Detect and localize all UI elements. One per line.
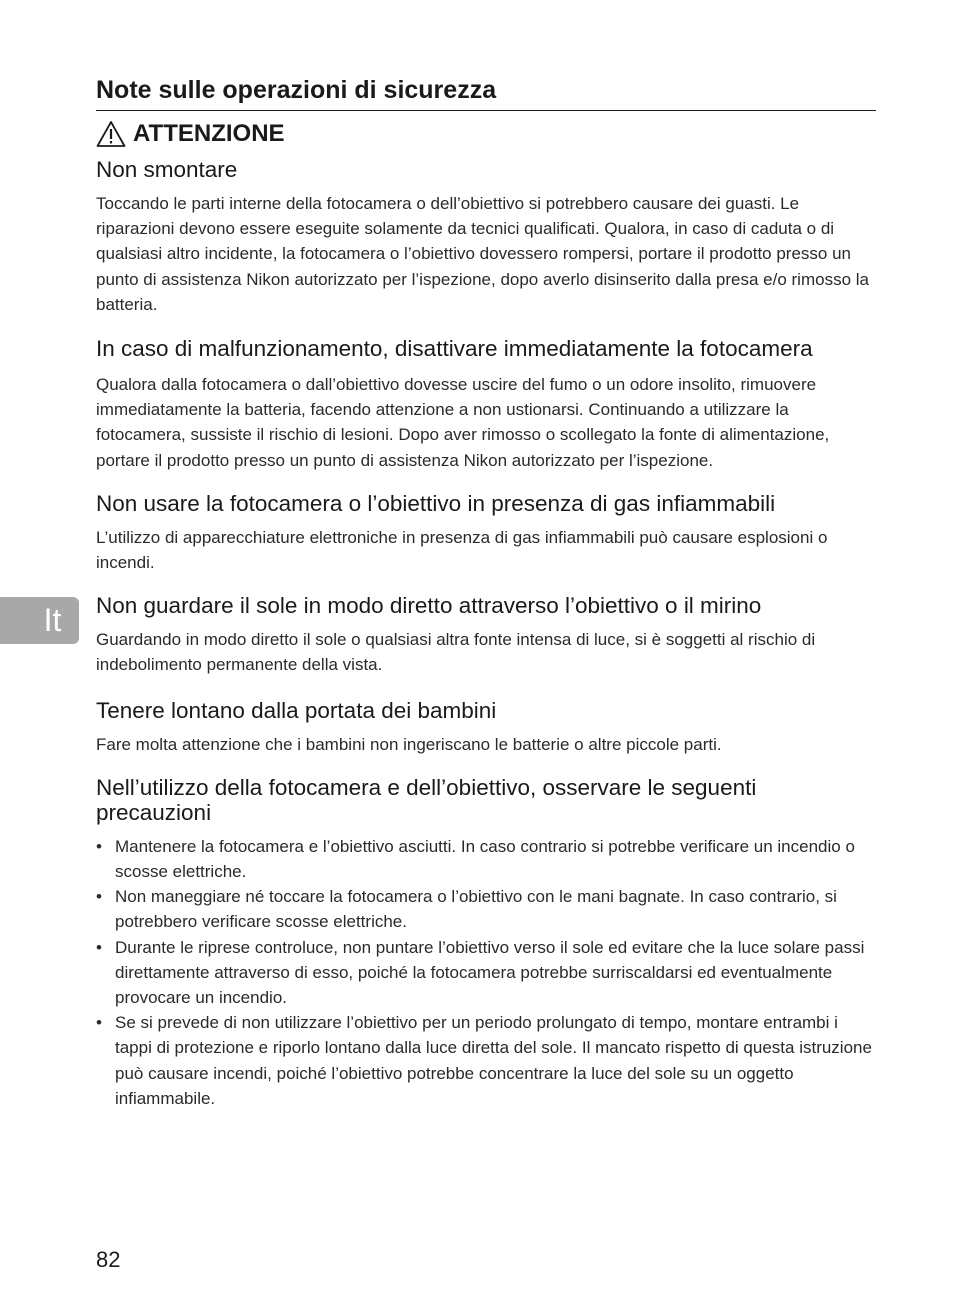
list-item: • Non maneggiare né toccare la fotocamera o l’obiettivo con le mani bagnate. In caso contrario, si potrebbero verificare scosse elettriche. xyxy=(96,887,837,932)
section-body: Toccando le parti interne della fotocamera o dell’obiettivo si potrebbero causare dei guasti. Le riparazioni devono essere eseguite solamente da tecnici qualificati. Qualora, in caso di caduta o di qualsiasi altro incidente, la fotocamera o l’obiettivo dovessero rompersi, portare il prodotto presso un punto di assistenza Nikon autorizzato per l’ispezione, dopo averlo disinserito dalla presa e/o rimosso la batteria. xyxy=(96,194,869,314)
page-number: 82 xyxy=(96,1247,121,1272)
warning-triangle-icon xyxy=(96,120,126,148)
section-bambini xyxy=(96,698,876,757)
section-malfunzionamento xyxy=(96,336,876,473)
list-item: • Se si prevede di non utilizzare l’obiettivo per un periodo prolungato di tempo, montare entrambi i tappi di protezione e riporlo lontano dalla luce diretta del sole. Il mancato rispetto di questa istruzione può causare incendi, poiché l’obiettivo potrebbe concentrare la luce del sole su un oggetto infiammabile. xyxy=(96,1013,872,1108)
section-precauzioni xyxy=(96,775,876,1111)
language-tab: It xyxy=(0,597,79,644)
section-body: L’utilizzo di apparecchiature elettroniche in presenza di gas infiammabili può causare esplosioni o incendi. xyxy=(96,527,828,573)
section-heading: Non smontare xyxy=(96,157,238,182)
section-body: Guardando in modo diretto il sole o qualsiasi altra fonte intensa di luce, si è soggetti al rischio di indebolimento permanente della vista. xyxy=(96,630,816,675)
section-heading: In caso di malfunzionamento, disattivare immediatamente la fotocamera xyxy=(96,336,813,362)
list-item: • Durante le riprese controluce, non puntare l’obiettivo verso il sole ed evitare che la luce solare passi direttamente attraverso di esso, poiché la fotocamera potrebbe surriscaldarsi ed eventualmente provocare un incendio. xyxy=(96,937,865,1008)
section-heading: Tenere lontano dalla portata dei bambini xyxy=(96,697,497,723)
page-title: Note sulle operazioni di sicurezza xyxy=(96,74,876,111)
section-heading: Non guardare il sole in modo diretto attraverso l’obiettivo o il mirino xyxy=(96,593,762,619)
section-gas-infiammabili xyxy=(96,491,876,575)
section-heading: Nell’utilizzo della fotocamera e dell’obiettivo, osservare le seguenti precauzioni xyxy=(96,774,757,825)
list-item: • Mantenere la fotocamera e l’obiettivo asciutti. In caso contrario si potrebbe verificare un incendio o scosse elettriche. xyxy=(96,836,855,882)
warning-header xyxy=(96,119,876,149)
section-sole-obiettivo xyxy=(96,593,876,677)
precautions-list xyxy=(96,834,876,1111)
section-body: Fare molta attenzione che i bambini non ingeriscano le batterie o altre piccole parti. xyxy=(96,734,722,754)
page-content xyxy=(96,74,876,1111)
warning-label: ATTENZIONE xyxy=(133,120,285,147)
section-heading: Non usare la fotocamera o l’obiettivo in presenza di gas infiammabili xyxy=(96,490,776,516)
section-non-smontare xyxy=(96,157,876,317)
section-body: Qualora dalla fotocamera o dall’obiettivo dovesse uscire del fumo o un odore insolito, rimuovere immediatamente la batteria, facendo attenzione a non ustionarsi. Continuando a utilizzare la fotocamera, sussiste il rischio di lesioni. Dopo aver rimosso o scollegato la fonte di alimentazione, portare il prodotto presso un punto di assistenza Nikon autorizzato per l’ispezione. xyxy=(96,375,830,470)
